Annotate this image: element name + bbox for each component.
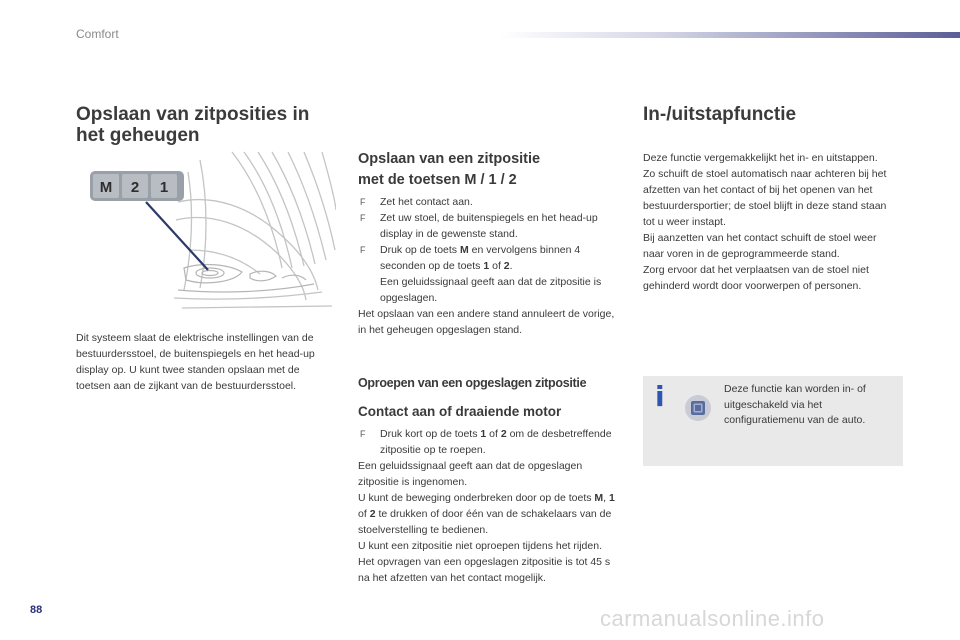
recall-position-heading: Oproepen van een opgeslagen zitpositie: [358, 376, 587, 390]
entry-exit-paragraph-3: Bij aanzetten van het contact schuift de stoel weer naar voren in de geprogrammeerde stand.: [643, 232, 877, 260]
info-icon: i: [655, 380, 665, 413]
step-text: [380, 210, 623, 242]
bullet-marker: F: [360, 213, 366, 223]
entry-exit-paragraph-4: Zorg ervoor dat het verplaatsen van de stoel niet gehinderd wordt door voorwerpen of personen.: [643, 264, 869, 292]
memory-button-panel: [90, 171, 184, 201]
text-part: of: [358, 508, 370, 520]
key-m: M: [594, 492, 604, 504]
list-item: [358, 194, 623, 210]
text-part: te drukken of door één van de schakelaars van de stoelverstelling te bedienen.: [358, 508, 612, 536]
key-2: 2: [369, 508, 376, 520]
page-title-line-2: het geheugen: [76, 125, 200, 146]
text-part: U kunt de beweging onderbreken door op de toets: [358, 492, 595, 504]
store-note: Het opslaan van een andere stand annuleert de vorige, in het geheugen opgeslagen stand.: [358, 308, 615, 336]
info-text: Deze functie kan worden in- of uitgeschakeld via het configuratiemenu van de auto.: [724, 383, 866, 426]
header-gradient-bar: [500, 32, 960, 38]
step-part: Druk kort op de toets: [380, 428, 481, 440]
entry-exit-description: [643, 150, 893, 294]
step-part: Zet uw stoel, de buitenspiegels en het head-up display in de gewenste stand.: [380, 212, 598, 240]
watermark: carmanualsonline.info: [600, 606, 825, 631]
step-part: of: [489, 260, 504, 272]
entry-exit-paragraph-1: Deze functie vergemakkelijkt het in- en uitstappen.: [643, 152, 878, 164]
step-part: .: [509, 260, 513, 272]
key-1: 1: [609, 492, 615, 504]
text-part: ,: [603, 492, 610, 504]
step-part: of: [486, 428, 501, 440]
memory-button-2-label: 2: [130, 179, 140, 196]
step-part: om de desbetreffende zitpositie op te roepen.: [380, 428, 612, 456]
recall-paragraph-4: Het opvragen van een opgeslagen zitpositie is tot 45 s na het afzetten van het contact mogelijk.: [358, 556, 611, 584]
recall-paragraph-2: [358, 490, 623, 538]
entry-exit-paragraph-2: Zo schuift de stoel automatisch naar achteren bij het afzetten van het contact of bij het openen van het bestuurdersportier; de stoel blijft in deze stand staan tot u weer instapt.: [643, 168, 887, 228]
key-m: M: [459, 244, 469, 256]
bullet-marker: F: [360, 197, 366, 207]
list-item: [358, 426, 623, 458]
info-box: [643, 376, 903, 466]
step-text: [380, 242, 623, 274]
step-part: Zet het contact aan.: [380, 196, 473, 208]
store-position-heading: [358, 149, 618, 191]
seat-illustration-svg: [82, 150, 336, 314]
bullet-marker: F: [360, 429, 366, 439]
step-text: [380, 426, 623, 458]
recall-paragraph-3: U kunt een zitpositie niet oproepen tijdens het rijden.: [358, 540, 602, 552]
recall-paragraph-1: Een geluidssignaal geeft aan dat de opgeslagen zitpositie is ingenomen.: [358, 460, 583, 488]
step-text: [380, 194, 623, 210]
store-heading-line-1: Opslaan van een zitpositie: [358, 151, 541, 167]
key-1: 1: [483, 260, 490, 272]
memory-button-1-label: 1: [159, 179, 169, 196]
section-label: Comfort: [76, 27, 119, 41]
step-continuation: Een geluidssignaal geeft aan dat de zitpositie is opgeslagen.: [380, 276, 602, 304]
key-2: 2: [503, 260, 510, 272]
bullet-marker: F: [360, 245, 366, 255]
list-item: [358, 210, 623, 242]
seat-memory-buttons-illustration: [82, 150, 336, 314]
key-1: 1: [480, 428, 487, 440]
page-title: [76, 104, 346, 146]
car-settings-icon: [682, 392, 714, 424]
page-number: 88: [30, 604, 43, 616]
store-heading-line-2: met de toetsen M / 1 / 2: [358, 172, 517, 188]
key-2: 2: [500, 428, 507, 440]
step-part: en vervolgens binnen 4 seconden op de toets: [380, 244, 581, 272]
step-part: Druk op de toets: [380, 244, 460, 256]
memory-button-m-label: M: [99, 179, 113, 196]
memory-description: Dit systeem slaat de elektrische instellingen van de bestuurdersstoel, de buitenspiegels en het head-up display op. U kunt twee standen opslaan met de toetsen aan de zijkant van de bestuurdersstoel.: [76, 332, 315, 392]
recall-steps: [358, 426, 623, 586]
store-steps: [358, 194, 623, 338]
list-item: [358, 242, 623, 274]
page-title-line-1: Opslaan van zitposities in: [76, 104, 310, 125]
contact-on-heading: Contact aan of draaiende motor: [358, 404, 562, 419]
entry-exit-title: In-/uitstapfunctie: [643, 104, 797, 125]
